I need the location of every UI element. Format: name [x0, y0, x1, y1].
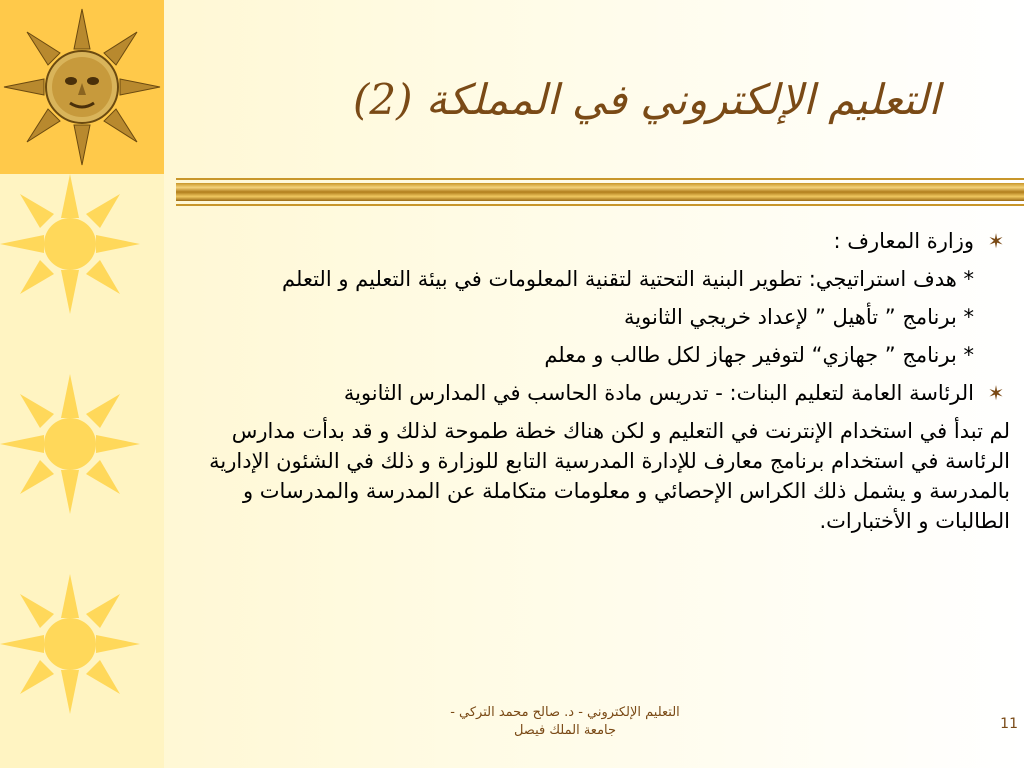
- bullet-item: [180, 226, 1010, 256]
- title-divider-bottom: [176, 204, 1024, 206]
- footer-line: التعليم الإلكتروني - د. صالح محمد التركي -: [450, 705, 680, 720]
- slide-content: [180, 226, 1010, 536]
- sun-face-icon: [0, 0, 164, 174]
- footer-line: جامعة الملك فيصل: [513, 723, 617, 738]
- sub-item: * برنامج ” جهازي“ لتوفير جهاز لكل طالب و معلم: [544, 343, 974, 367]
- bullet-text: الرئاسة العامة لتعليم البنات: - تدريس مادة الحاسب في المدارس الثانوية: [343, 381, 974, 405]
- slide-title: التعليم الإلكتروني في المملكة (2): [352, 75, 940, 124]
- sub-item: * برنامج ” تأهيل ” لإعداد خريجي الثانوية: [624, 305, 974, 329]
- body-paragraph: لم تبدأ في استخدام الإنترنت في التعليم و لكن هناك خطة طموحة لذلك و قد بدأت مدارس الرئاسة في استخدام برنامج معارف للإدارة المدرسية التابع للوزارة و ذلك في الشئون الإدارية بالمدرسة و يشمل ذلك الكراس الإحصائي و معلومات متكاملة عن المدرسة والمدرسات و الطالبات و الأختبارات.: [209, 419, 1010, 533]
- bullet-item: [180, 378, 1010, 408]
- title-divider: [176, 183, 1024, 201]
- bullet-text: وزارة المعارف :: [833, 229, 974, 253]
- sub-item: * هدف استراتيجي: تطوير البنية التحتية لتقنية المعلومات في بيئة التعليم و التعلم: [282, 267, 974, 291]
- title-divider-top: [176, 178, 1024, 180]
- star-bullet-icon: ✶: [987, 381, 1005, 405]
- decorative-sun-icon: [0, 174, 164, 768]
- page-number: 11: [1000, 716, 1018, 732]
- sun-logo-tile: [0, 0, 164, 174]
- star-bullet-icon: ✶: [987, 229, 1005, 253]
- footer: [380, 704, 750, 740]
- decorative-suns: [0, 174, 164, 768]
